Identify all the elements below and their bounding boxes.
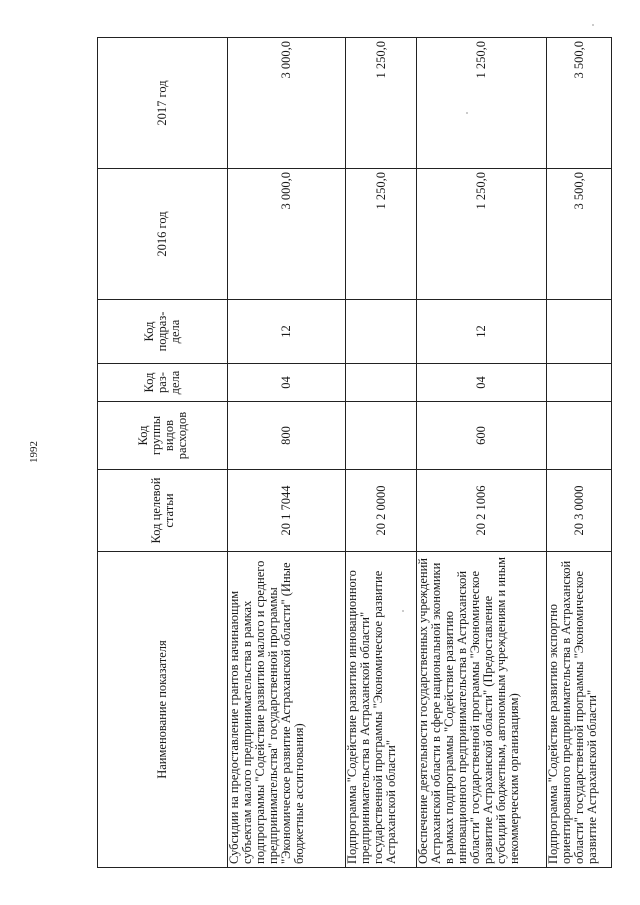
- cell-subsection-code: 12: [228, 300, 346, 364]
- cell-amount-2016: 3 500,0: [547, 169, 612, 300]
- cell-amount-2016: 1 250,0: [346, 169, 417, 300]
- table-row: [547, 38, 612, 868]
- header-year-2016: 2016 год: [98, 169, 228, 300]
- rotated-page-content: [97, 38, 611, 868]
- scan-speck: [402, 610, 404, 612]
- header-year-2017: 2017 год: [98, 38, 228, 169]
- cell-amount-2017: 3 000,0: [228, 38, 346, 169]
- table-row: [228, 38, 346, 868]
- cell-expense-type-code: [346, 402, 417, 470]
- cell-name: Подпрограмма "Содействие развитию экспортно ориентированного предпринимательства в Астраханской области" государственной программы "Экономическое развитие Астраханской области": [547, 552, 612, 868]
- cell-subsection-code: [346, 300, 417, 364]
- header-name: Наименование показателя: [98, 552, 228, 868]
- table-row: [346, 38, 417, 868]
- cell-amount-2017: 1 250,0: [346, 38, 417, 169]
- scan-speck: [592, 24, 594, 26]
- cell-section-code: [346, 364, 417, 402]
- cell-name: Подпрограмма "Содействие развитию инновационного предпринимательства в Астраханской области" государственной программы "Экономическое развитие Астраханской области": [346, 552, 417, 868]
- header-target-code: Код целевой статьи: [98, 470, 228, 552]
- cell-expense-type-code: [547, 402, 612, 470]
- cell-amount-2016: 3 000,0: [228, 169, 346, 300]
- cell-section-code: 04: [417, 364, 547, 402]
- cell-name: Обеспечение деятельности государственных учреждений Астраханской области в сфере национальной экономики в рамках подпрограммы "Содействие развитию инновационного предпринимательства в Астраханской области" государственной программы "Экономическое развитие Астраханской области" (Предоставление субсидий бюджетным, автономным учреждениям и иным некоммерческим организациям): [417, 552, 547, 868]
- table-row: [417, 38, 547, 868]
- header-section-code: Код раз- дела: [98, 364, 228, 402]
- cell-name: Субсидии на предоставление грантов начинающим субъектам малого предпринимательства в рамках подпрограммы "Содействие развитию малого и среднего предпринимательства" государственной программы "Экономическое развитие Астраханской области" (Иные бюджетные ассигнования): [228, 552, 346, 868]
- cell-target-code: 20 2 0000: [346, 470, 417, 552]
- header-expense-type-code: Код группы видов расходов: [98, 402, 228, 470]
- cell-target-code: 20 2 1006: [417, 470, 547, 552]
- cell-amount-2017: 1 250,0: [417, 38, 547, 169]
- table-header-row: [98, 38, 228, 868]
- page-number: 1992: [28, 441, 40, 463]
- cell-target-code: 20 3 0000: [547, 470, 612, 552]
- budget-table: [97, 37, 612, 868]
- cell-amount-2017: 3 500,0: [547, 38, 612, 169]
- scan-speck: [466, 112, 468, 114]
- cell-expense-type-code: 600: [417, 402, 547, 470]
- cell-section-code: 04: [228, 364, 346, 402]
- cell-subsection-code: [547, 300, 612, 364]
- cell-amount-2016: 1 250,0: [417, 169, 547, 300]
- cell-expense-type-code: 800: [228, 402, 346, 470]
- cell-target-code: 20 1 7044: [228, 470, 346, 552]
- header-subsection-code: Код подраз- дела: [98, 300, 228, 364]
- cell-section-code: [547, 364, 612, 402]
- cell-subsection-code: 12: [417, 300, 547, 364]
